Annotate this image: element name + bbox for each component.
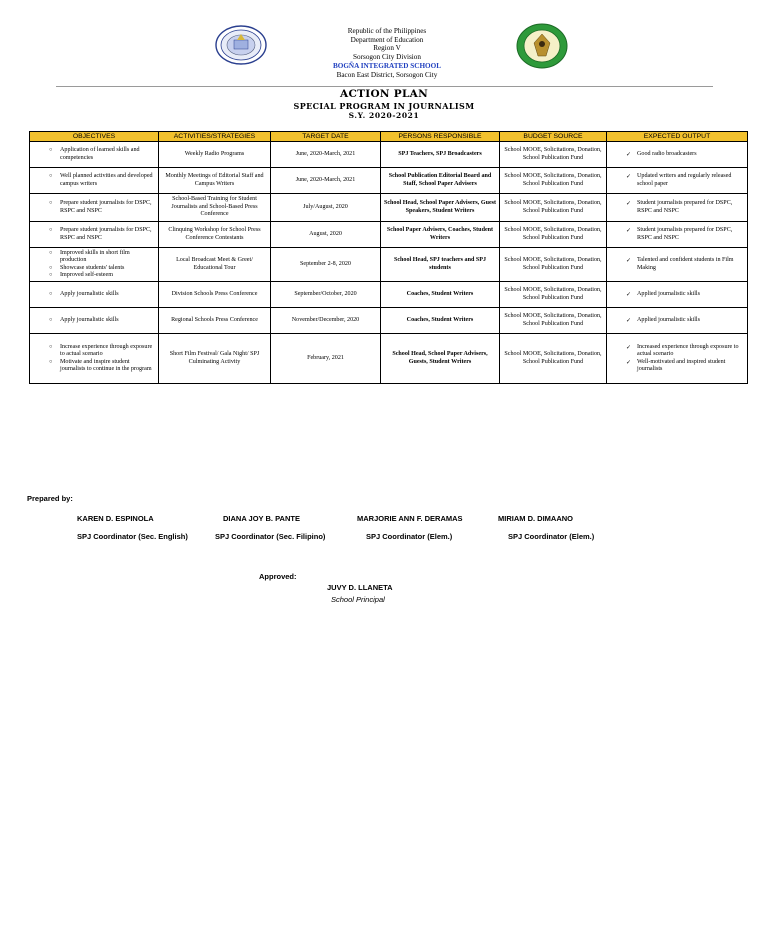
header-line: Department of Education (350, 35, 424, 44)
preparer-name: DIANA JOY B. PANTE (223, 514, 300, 523)
target-date-cell: August, 2020 (271, 222, 381, 248)
persons-responsible-cell: Coaches, Student Writers (381, 308, 500, 334)
budget-source-cell: School MOOE, Solicitations, Donation, School Publication Fund (500, 222, 607, 248)
letterhead (260, 27, 514, 79)
output-item: ✓ Increased experience through exposure to actual scenario (609, 344, 745, 359)
school-address: Bacon East District, Sorsogon City (336, 70, 438, 79)
column-header: PERSONS RESPONSIBLE (381, 132, 500, 142)
budget-source-cell: School MOOE, Solicitations, Donation, School Publication Fund (500, 194, 607, 222)
expected-output-cell (607, 282, 748, 308)
preparer-name: MARJORIE ANN F. DERAMAS (357, 514, 463, 523)
table-header-row (30, 132, 748, 142)
activity-cell: Monthly Meetings of Editorial Staff and Campus Writers (159, 168, 271, 194)
table-row (30, 308, 748, 334)
objectives-cell (30, 308, 159, 334)
column-header: OBJECTIVES (30, 132, 159, 142)
header-divider (56, 86, 713, 87)
table-row (30, 222, 748, 248)
objectives-cell (30, 334, 159, 384)
column-header: BUDGET SOURCE (500, 132, 607, 142)
objective-item: ○ Well planned activities and developed campus writers (32, 173, 156, 188)
header-line: Republic of the Philippines (347, 27, 427, 35)
expected-output-cell (607, 248, 748, 282)
output-item: ✓ Updated writers and regularly released school paper (609, 173, 745, 188)
preparer-role: SPJ Coordinator (Sec. Filipino) (215, 532, 326, 541)
action-plan-table (29, 131, 748, 384)
school-year: S.Y. 2020-2021 (348, 111, 420, 120)
preparer-name: MIRIAM D. DIMAANO (498, 514, 573, 523)
table-row (30, 282, 748, 308)
objective-item: ○ Improved skills in short film production (32, 250, 156, 265)
objective-item: ○ Motivate and inspire student journalists to continue in the program (32, 359, 156, 374)
output-item: ✓ Good radio broadcasters (609, 151, 745, 158)
activity-cell: Weekly Radio Programs (159, 142, 271, 168)
approver-name: JUVY D. LLANETA (327, 583, 393, 592)
school-logo-icon (516, 23, 568, 69)
objectives-cell (30, 142, 159, 168)
objective-item: ○ Increase experience through exposure to actual scenario (32, 344, 156, 359)
objectives-cell (30, 282, 159, 308)
objective-item: ○ Prepare student journalists for DSPC, RSPC and NSPC (32, 200, 156, 215)
column-header: EXPECTED OUTPUT (607, 132, 748, 142)
table-row (30, 168, 748, 194)
header-line: Region V (373, 44, 401, 53)
document-subtitle: SPECIAL PROGRAM IN JOURNALISM (293, 101, 475, 111)
budget-source-cell: School MOOE, Solicitations, Donation, School Publication Fund (500, 168, 607, 194)
school-name: BOGÑA INTEGRATED SCHOOL (332, 61, 442, 70)
target-date-cell: September 2-8, 2020 (271, 248, 381, 282)
output-item: ✓ Talented and confident students in Film Making (609, 257, 745, 272)
target-date-cell: September/October, 2020 (271, 282, 381, 308)
output-item: ✓ Student journalists prepared for DSPC, RSPC and NSPC (609, 227, 745, 242)
budget-source-cell: School MOOE, Solicitations, Donation, School Publication Fund (500, 282, 607, 308)
objectives-cell (30, 222, 159, 248)
column-header: ACTIVITIES/STRATEGIES (159, 132, 271, 142)
persons-responsible-cell: School Paper Advisers, Coaches, Student Writers (381, 222, 500, 248)
prepared-by-label: Prepared by: (27, 494, 73, 503)
header-line: Sorsogon City Division (353, 53, 421, 62)
target-date-cell: June, 2020-March, 2021 (271, 142, 381, 168)
target-date-cell: November/December, 2020 (271, 308, 381, 334)
activity-cell: Regional Schools Press Conference (159, 308, 271, 334)
budget-source-cell: School MOOE, Solicitations, Donation, School Publication Fund (500, 248, 607, 282)
activity-cell: Local Broadcast Meet & Greet/ Educational Tour (159, 248, 271, 282)
persons-responsible-cell: School Publication Editorial Board and Staff, School Paper Advisers (381, 168, 500, 194)
approver-role: School Principal (331, 595, 385, 604)
table-row (30, 248, 748, 282)
table-row (30, 142, 748, 168)
output-item: ✓ Applied journalistic skills (609, 291, 745, 298)
budget-source-cell: School MOOE, Solicitations, Donation, School Publication Fund (500, 334, 607, 384)
objectives-cell (30, 168, 159, 194)
approved-label: Approved: (259, 572, 297, 581)
persons-responsible-cell: School Head, SPJ teachers and SPJ students (381, 248, 500, 282)
column-header: TARGET DATE (271, 132, 381, 142)
target-date-cell: June, 2020-March, 2021 (271, 168, 381, 194)
objective-item: ○ Application of learned skills and competencies (32, 147, 156, 162)
activity-cell: Short Film Festival/ Gala Night/ SPJ Culminating Activity (159, 334, 271, 384)
objective-item: ○ Improved self-esteem (32, 272, 156, 279)
activity-cell: Division Schools Press Conference (159, 282, 271, 308)
preparer-role: SPJ Coordinator (Sec. English) (77, 532, 188, 541)
objectives-cell (30, 194, 159, 222)
expected-output-cell (607, 142, 748, 168)
persons-responsible-cell: School Head, School Paper Advisers, Guests, Student Writers (381, 334, 500, 384)
activity-cell: School-Based Training for Student Journalists and School-Based Press Conference (159, 194, 271, 222)
objective-item: ○ Showcase students' talents (32, 265, 156, 272)
target-date-cell: February, 2021 (271, 334, 381, 384)
preparer-role: SPJ Coordinator (Elem.) (366, 532, 453, 541)
preparer-role: SPJ Coordinator (Elem.) (508, 532, 595, 541)
expected-output-cell (607, 222, 748, 248)
output-item: ✓ Student journalists prepared for DSPC, RSPC and NSPC (609, 200, 745, 215)
objective-item: ○ Apply journalistic skills (32, 291, 156, 298)
target-date-cell: July/August, 2020 (271, 194, 381, 222)
objective-item: ○ Prepare student journalists for DSPC, RSPC and NSPC (32, 227, 156, 242)
expected-output-cell (607, 308, 748, 334)
document-title: ACTION PLAN (340, 88, 428, 100)
expected-output-cell (607, 334, 748, 384)
objective-item: ○ Apply journalistic skills (32, 317, 156, 324)
persons-responsible-cell: Coaches, Student Writers (381, 282, 500, 308)
persons-responsible-cell: School Head, School Paper Advisers, Guest Speakers, Student Writers (381, 194, 500, 222)
activity-cell: Clinquing Workshop for School Press Conference Contestants (159, 222, 271, 248)
expected-output-cell (607, 168, 748, 194)
objectives-cell (30, 248, 159, 282)
output-item: ✓ Applied journalistic skills (609, 317, 745, 324)
budget-source-cell: School MOOE, Solicitations, Donation, School Publication Fund (500, 142, 607, 168)
output-item: ✓ Well-motivated and inspired student journalists (609, 359, 745, 374)
budget-source-cell: School MOOE, Solicitations, Donation, School Publication Fund (500, 308, 607, 334)
table-row (30, 194, 748, 222)
expected-output-cell (607, 194, 748, 222)
preparer-name: KAREN D. ESPINOLA (77, 514, 154, 523)
table-row (30, 334, 748, 384)
persons-responsible-cell: SPJ Teachers, SPJ Broadcasters (381, 142, 500, 168)
